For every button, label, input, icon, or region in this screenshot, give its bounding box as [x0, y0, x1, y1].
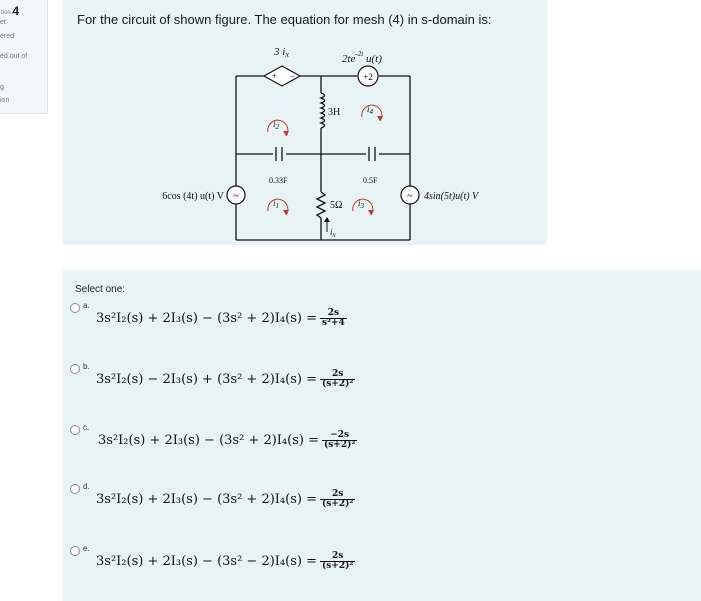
fraction-c: $\frac{-2s}{\text{(s+2)²}}$ — [323, 430, 356, 451]
dep-source-label: 3 ix — [274, 46, 289, 59]
ix-label: $i_x$ — [330, 227, 336, 239]
i2-label: $i_2$ — [273, 119, 280, 131]
flag-icon-label[interactable]: g — [0, 84, 4, 91]
fraction-a: $\frac{2s}{\text{s²+4}}$ — [321, 308, 345, 329]
radio-c[interactable] — [70, 425, 80, 435]
radio-b[interactable] — [70, 364, 80, 374]
cap2-label: 0.5F — [363, 176, 378, 185]
flag-question-link[interactable]: ion — [0, 97, 10, 104]
option-letter-c: c. — [83, 423, 90, 432]
i3-label: $i_3$ — [358, 198, 365, 210]
inductor-coil — [321, 93, 325, 128]
sine-glyph-right: ~ — [407, 191, 413, 202]
inductor-label: 3H — [328, 107, 341, 118]
option-letter-d: d. — [83, 482, 90, 491]
answer-panel — [63, 270, 701, 601]
minus-sign: − — [290, 71, 296, 81]
option-letter-e: e. — [83, 544, 90, 553]
current-source-label: $2te^{-2t}$ u(t) — [342, 50, 382, 65]
option-letter-b: b. — [83, 362, 90, 371]
fraction-e: $\frac{2s}{\text{(s+2)²}}$ — [321, 551, 354, 572]
equation-c: 3s²I₂(s) + 2I₃(s) − (3s² + 2)I₄(s) = $\frac{-2s}{\text{(s+2)²}}$ — [98, 430, 356, 451]
radio-e[interactable] — [70, 546, 80, 556]
cap1-label: 0.33F — [269, 176, 288, 185]
mesh-arrowhead-i1 — [283, 210, 289, 215]
radio-a[interactable] — [70, 303, 80, 313]
sine-glyph-left: ~ — [233, 191, 239, 202]
question-info-panel — [0, 0, 48, 114]
status-line-1: et — [0, 19, 6, 26]
status-line-2: ered — [0, 33, 15, 40]
i4-label: $i_4$ — [367, 104, 374, 116]
ix-arrowhead — [324, 217, 330, 222]
option-letter-a: a. — [83, 301, 90, 310]
mesh-arrowhead-i4 — [377, 116, 383, 121]
resistor-zigzag — [317, 192, 325, 218]
question-number: 4 — [12, 4, 20, 18]
radio-d[interactable] — [70, 484, 80, 494]
equation-a: 3s²I₂(s) + 2I₃(s) − (3s² + 2)I₄(s) = $\frac{2s}{\text{s²+4}}$ — [96, 308, 345, 329]
mesh-arrowhead-i2 — [283, 131, 289, 136]
select-one-label: Select one: — [75, 284, 126, 295]
i1-label: $i_1$ — [273, 198, 280, 210]
equation-e: 3s²I₂(s) + 2I₃(s) − (3s² − 2)I₄(s) = $\frac{2s}{\text{(s+2)²}}$ — [96, 551, 354, 572]
question-text-panel — [63, 0, 547, 245]
fraction-d: $\frac{2s}{\text{(s+2)²}}$ — [321, 489, 354, 510]
right-source-label: 4sin(5t)u(t) V — [424, 191, 479, 202]
fraction-b: $\frac{2s}{\text{(s+2)²}}$ — [321, 369, 354, 390]
question-text: For the circuit of shown figure. The equation for mesh (4) in s-domain is: — [77, 12, 492, 27]
circuit-figure — [63, 0, 547, 245]
mesh-arrowhead-i3 — [368, 210, 374, 215]
plus-sign: + — [272, 71, 278, 81]
equation-b: 3s²I₂(s) − 2I₃(s) + (3s² + 2)I₄(s) = $\frac{2s}{\text{(s+2)²}}$ — [96, 369, 354, 390]
marks-line: ed out of — [0, 53, 28, 60]
left-source-label: 6cos (4t) u(t) V — [162, 191, 224, 202]
current-source-arrow: +2 — [363, 72, 373, 82]
question-label: tion 4 — [1, 4, 20, 18]
resistor-label: 5Ω — [330, 200, 343, 211]
equation-d: 3s²I₂(s) + 2I₃(s) − (3s² + 2)I₄(s) = $\frac{2s}{\text{(s+2)²}}$ — [96, 489, 354, 510]
